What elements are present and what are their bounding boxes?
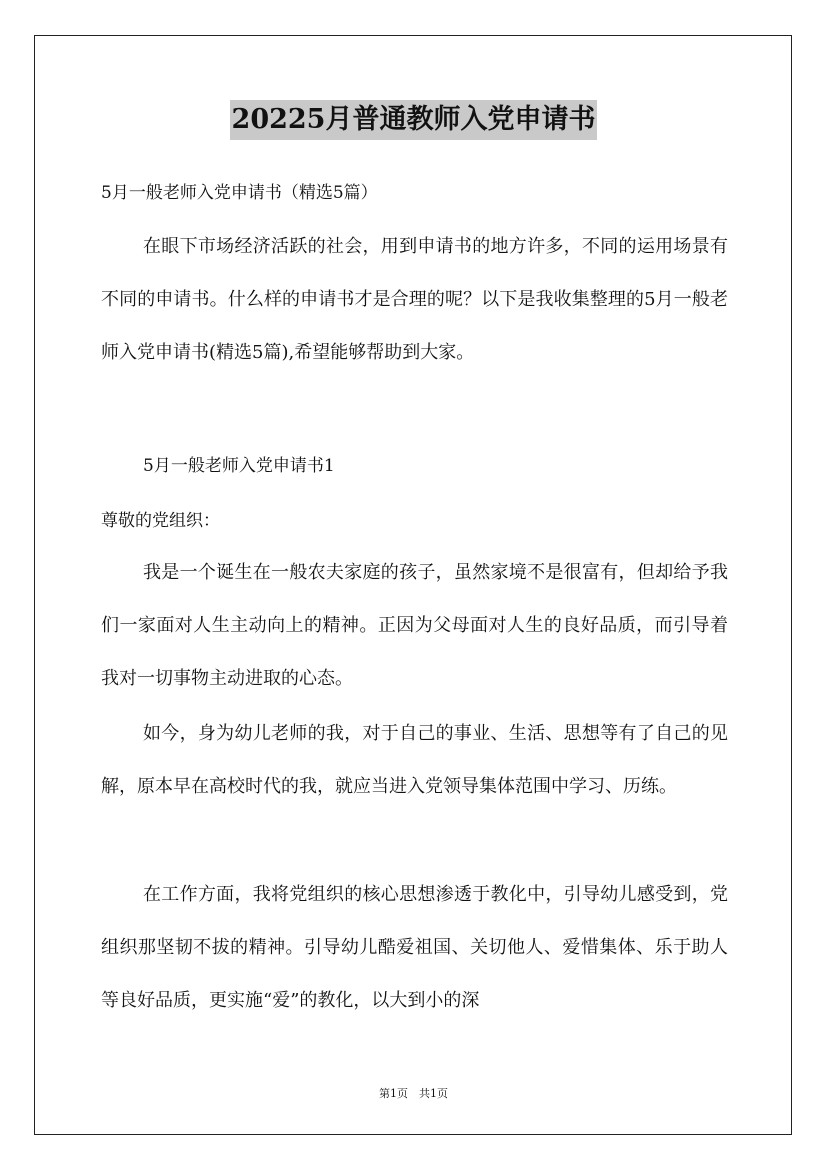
intro-paragraph: 在眼下市场经济活跃的社会，用到申请书的地方许多，不同的运用场景有不同的申请书。什么样的申请书才是合理的呢？以下是我收集整理的5月一般老师入党申请书(精选5篇),希望能够帮助到大家。 xyxy=(101,236,728,363)
salutation: 尊敬的党组织： xyxy=(101,511,220,531)
document-title: 20225月普通教师入党申请书 xyxy=(230,100,598,140)
title-container xyxy=(0,100,827,140)
section-heading: 5月一般老师入党申请书1 xyxy=(143,456,335,476)
body-paragraph-2: 如今，身为幼儿老师的我，对于自己的事业、生活、思想等有了自己的见解，原本早在高校时代的我，就应当进入党领导集体范围中学习、历练。 xyxy=(101,723,728,797)
body-paragraph-3: 在工作方面，我将党组织的核心思想渗透于教化中，引导幼儿感受到，党组织那坚韧不拔的精神。引导幼儿酷爱祖国、关切他人、爱惜集体、乐于助人等良好品质，更实施“爱”的教化，以大到小的深 xyxy=(101,884,728,1011)
page-footer: 第1页 共1页 xyxy=(379,1087,448,1100)
document-subtitle: 5月一般老师入党申请书（精选5篇） xyxy=(101,183,378,203)
body-paragraph-1: 我是一个诞生在一般农夫家庭的孩子，虽然家境不是很富有，但却给予我们一家面对人生主动向上的精神。正因为父母面对人生的良好品质，而引导着我对一切事物主动进取的心态。 xyxy=(101,562,728,689)
